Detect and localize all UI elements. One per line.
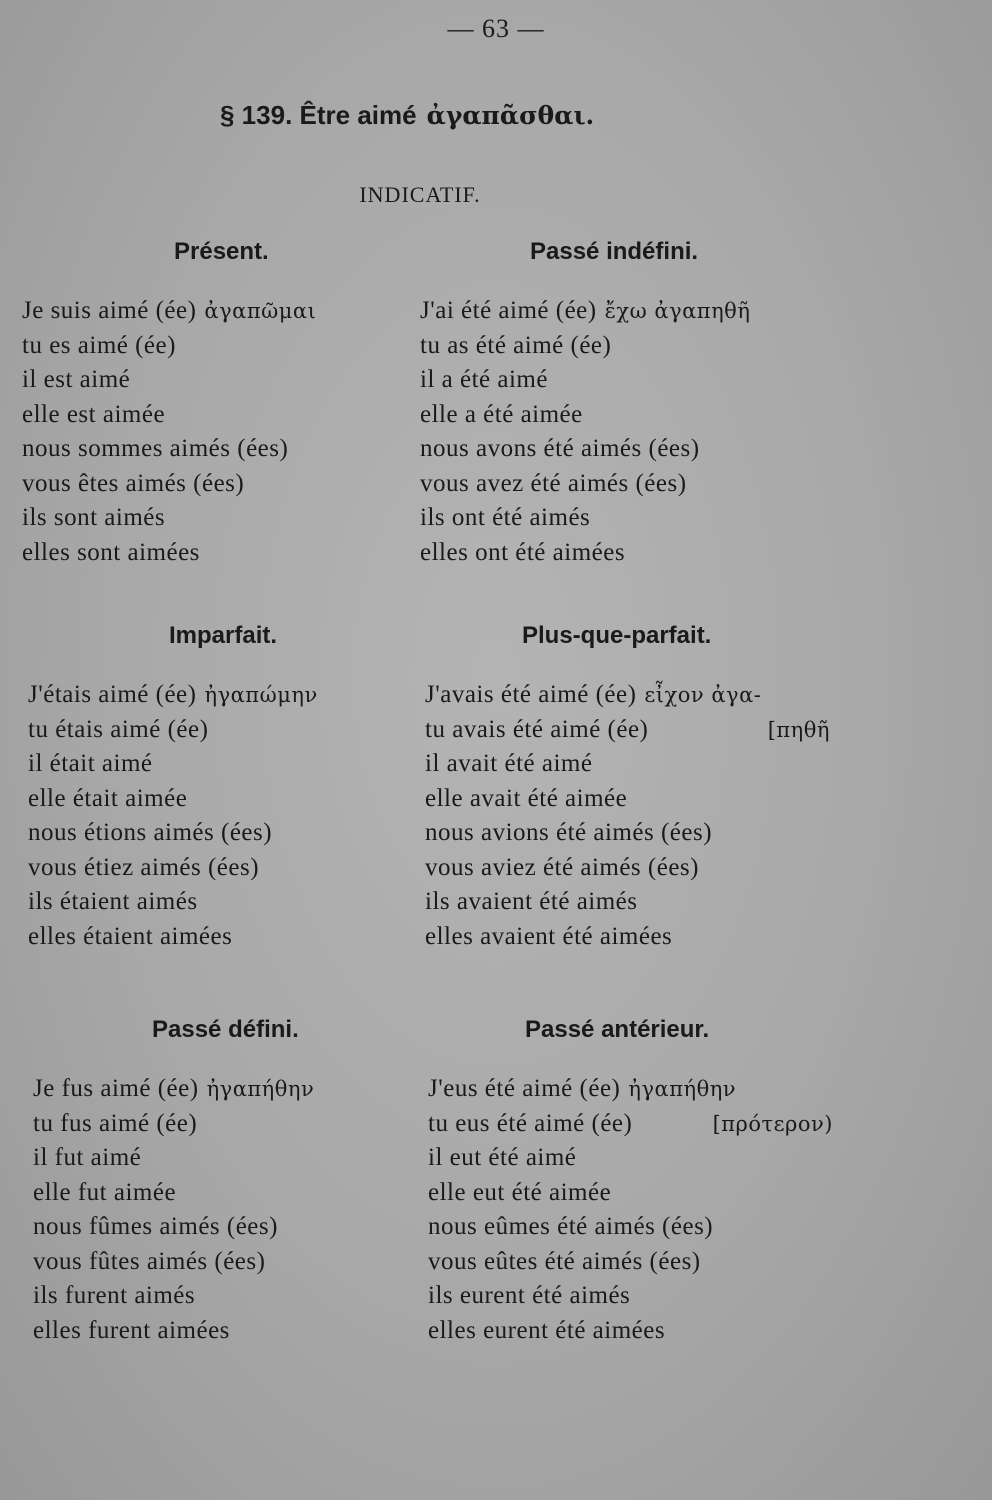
conjugation-line (425, 747, 830, 782)
conjugation-line (420, 467, 820, 502)
conjugation-line (28, 816, 378, 851)
conjugation-line (420, 398, 820, 433)
conjugation-line (33, 1245, 383, 1280)
greek-continuation: [πηθῆ (767, 717, 830, 742)
conjugation-text: elles étaient aimées (28, 922, 233, 950)
conjugation-text: ils furent aimés (33, 1282, 196, 1309)
conjugation-text: ils étaient aimés (28, 888, 198, 915)
conjugation-line (22, 294, 372, 329)
conjugation-text: J'étais aimé (ée) (28, 681, 197, 708)
conjugation-line (428, 1210, 833, 1245)
conjugation-text: vous êtes aimés (ées) (22, 469, 245, 497)
conjugation-text: elles eurent été aimées (428, 1316, 666, 1344)
conjugation-text: J'eus été aimé (ée) (428, 1075, 621, 1102)
conjugation-line (420, 501, 820, 536)
conjugation-text: nous sommes aimés (ées) (22, 435, 289, 462)
conjugation-text: Je fus aimé (ée) (33, 1075, 199, 1102)
conjugation-text: tu es aimé (ée) (22, 331, 176, 359)
tense-block-passe-indefini (420, 238, 820, 570)
greek-equivalent: ἠγαπήθην (206, 1077, 315, 1101)
conjugation-line (428, 1314, 833, 1349)
conjugation-line (22, 467, 372, 502)
tense-block-imparfait (28, 622, 378, 954)
conjugation-text: ils ont été aimés (420, 504, 591, 531)
conjugation-line (22, 363, 372, 398)
conjugation-line (420, 363, 820, 398)
conjugation-line (28, 678, 378, 713)
conjugation-line (425, 678, 830, 713)
section-title (220, 100, 594, 131)
conjugation-line (33, 1210, 383, 1245)
conjugation-line (428, 1141, 833, 1176)
conjugation-line (425, 782, 830, 817)
conjugation-text: nous avions été aimés (ées) (425, 819, 713, 846)
conjugation-text: elle était aimée (28, 784, 188, 812)
section-title-text: § 139. Être aimé (220, 100, 417, 130)
conjugation-line (33, 1107, 383, 1142)
greek-continuation: [πρότερον) (712, 1111, 833, 1136)
conjugation-text: tu avais été aimé (ée) (425, 715, 649, 743)
conjugation-text: Je suis aimé (ée) (22, 297, 197, 324)
conjugation-text: il a été aimé (420, 366, 548, 393)
conjugation-text: tu fus aimé (ée) (33, 1109, 198, 1137)
conjugation-line (425, 851, 830, 886)
conjugation-text: elle est aimée (22, 400, 166, 428)
conjugation-text: ils sont aimés (22, 504, 166, 531)
conjugation-text: elles sont aimées (22, 538, 200, 566)
conjugation-text: elle fut aimée (33, 1178, 177, 1206)
conjugation-line (425, 816, 830, 851)
conjugation-lines (428, 1072, 833, 1348)
greek-equivalent: εἶχον ἀγα- (644, 683, 762, 707)
conjugation-line (33, 1279, 383, 1314)
conjugation-text: il avait été aimé (425, 750, 593, 777)
conjugation-line (428, 1279, 833, 1314)
conjugation-lines (28, 678, 378, 954)
conjugation-text: vous avez été aimés (ées) (420, 469, 687, 497)
tense-heading: Imparfait. (169, 622, 278, 649)
tense-heading: Passé indéfini. (530, 238, 699, 265)
conjugation-line (28, 885, 378, 920)
section-title-greek: ἀγαπᾶσθαι. (426, 101, 595, 130)
page-number: — 63 — (447, 14, 545, 43)
tense-block-plus-que-parfait (425, 622, 830, 954)
conjugation-text: elle avait été aimée (425, 784, 628, 812)
conjugation-line (22, 536, 372, 571)
conjugation-text: nous fûmes aimés (ées) (33, 1213, 278, 1240)
conjugation-text: elle eut été aimée (428, 1178, 612, 1206)
greek-equivalent: ἔχω ἀγαπηθῆ (604, 299, 751, 323)
conjugation-line (33, 1314, 383, 1349)
conjugation-text: tu as été aimé (ée) (420, 331, 612, 359)
tense-block-passe-defini (33, 1016, 383, 1348)
conjugation-lines (22, 294, 372, 570)
tense-heading: Passé défini. (152, 1016, 299, 1043)
conjugation-text: il fut aimé (33, 1144, 142, 1171)
conjugation-text: ils eurent été aimés (428, 1282, 631, 1309)
tense-block-passe-anterieur (428, 1016, 833, 1348)
conjugation-line (22, 432, 372, 467)
conjugation-line (425, 920, 830, 955)
conjugation-text: elles ont été aimées (420, 538, 626, 566)
conjugation-text: vous aviez été aimés (ées) (425, 853, 699, 881)
conjugation-text: nous eûmes été aimés (ées) (428, 1213, 714, 1240)
conjugation-line (420, 536, 820, 571)
conjugation-line (28, 747, 378, 782)
greek-equivalent: ἠγαπήθην (628, 1077, 737, 1101)
conjugation-lines (33, 1072, 383, 1348)
conjugation-text: nous étions aimés (ées) (28, 819, 273, 846)
conjugation-text: tu étais aimé (ée) (28, 715, 209, 743)
conjugation-text: J'ai été aimé (ée) (420, 297, 597, 324)
conjugation-text: ils avaient été aimés (425, 888, 638, 915)
greek-equivalent: ἀγαπῶμαι (204, 299, 317, 323)
conjugation-line (33, 1072, 383, 1107)
conjugation-line (28, 713, 378, 748)
conjugation-line (428, 1176, 833, 1211)
conjugation-text: il eut été aimé (428, 1144, 577, 1171)
conjugation-line (33, 1176, 383, 1211)
conjugation-line (33, 1141, 383, 1176)
conjugation-line (22, 501, 372, 536)
conjugation-lines (420, 294, 820, 570)
conjugation-line (420, 329, 820, 364)
conjugation-text: elles furent aimées (33, 1316, 230, 1344)
greek-equivalent: ἠγαπώμην (204, 683, 318, 707)
conjugation-line (28, 920, 378, 955)
conjugation-line (28, 782, 378, 817)
conjugation-text: il est aimé (22, 366, 131, 393)
conjugation-line (420, 294, 820, 329)
conjugation-line (22, 398, 372, 433)
mood-heading: INDICATIF. (359, 182, 481, 207)
conjugation-text: vous étiez aimés (ées) (28, 853, 260, 881)
conjugation-text: elle a été aimée (420, 400, 583, 428)
conjugation-line (428, 1107, 833, 1142)
conjugation-text: elles avaient été aimées (425, 922, 673, 950)
conjugation-text: tu eus été aimé (ée) (428, 1109, 633, 1137)
conjugation-text: il était aimé (28, 750, 153, 777)
conjugation-line (420, 432, 820, 467)
conjugation-text: nous avons été aimés (ées) (420, 435, 700, 462)
conjugation-text: vous fûtes aimés (ées) (33, 1247, 266, 1275)
conjugation-line (428, 1072, 833, 1107)
conjugation-line (428, 1245, 833, 1280)
tense-block-present (22, 238, 372, 570)
tense-heading: Présent. (174, 238, 269, 265)
conjugation-line (22, 329, 372, 364)
conjugation-text: J'avais été aimé (ée) (425, 681, 637, 708)
conjugation-line (425, 885, 830, 920)
conjugation-lines (425, 678, 830, 954)
tense-heading: Plus-que-parfait. (522, 622, 712, 649)
tense-heading: Passé antérieur. (525, 1016, 710, 1043)
conjugation-text: vous eûtes été aimés (ées) (428, 1247, 701, 1275)
conjugation-line (28, 851, 378, 886)
conjugation-line (425, 713, 830, 748)
